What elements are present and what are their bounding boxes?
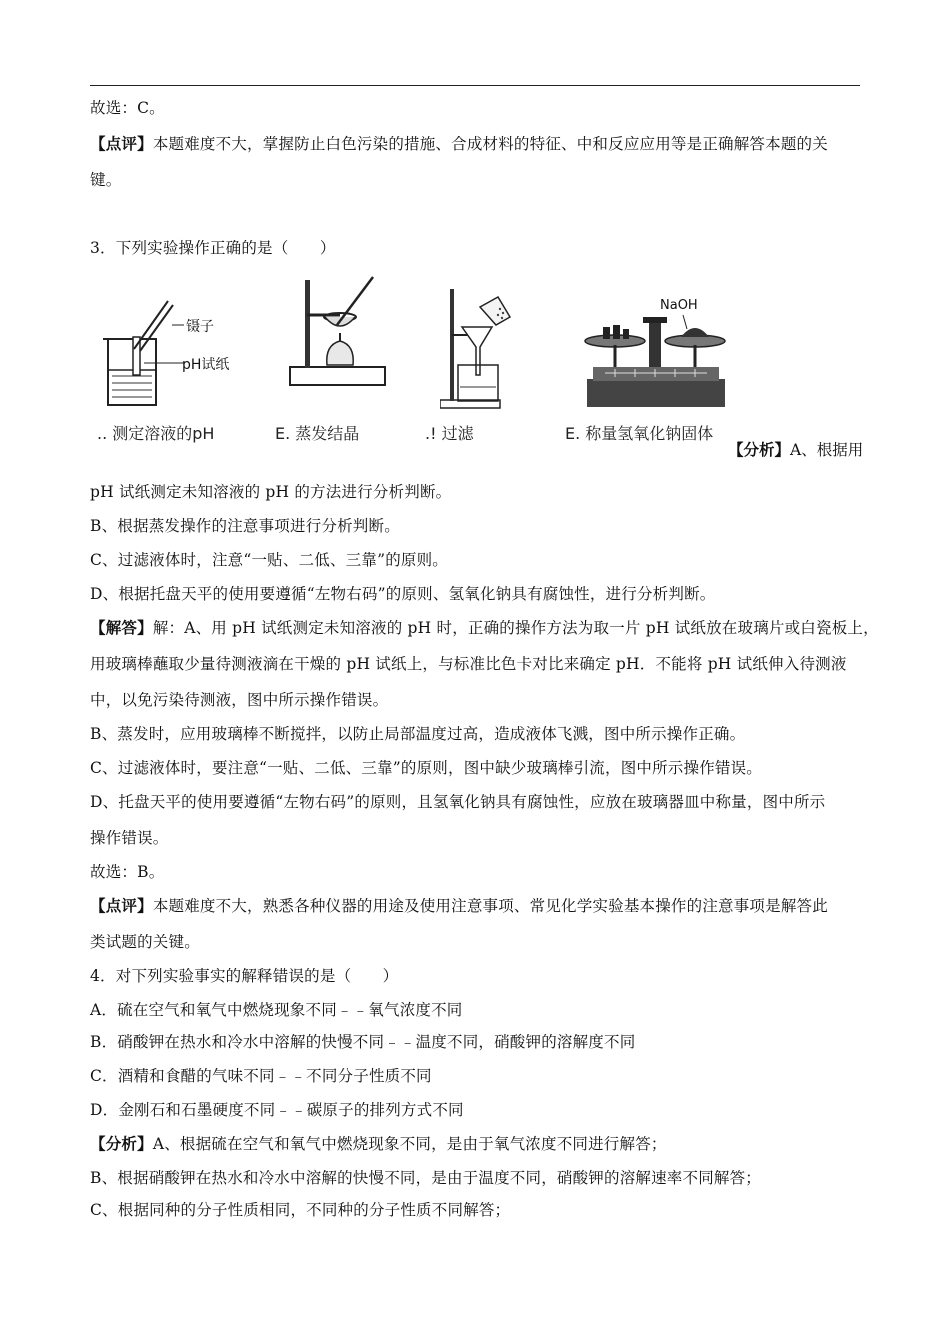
text-line: 类试题的关键。 [90, 933, 200, 951]
filtration-figure [440, 275, 550, 410]
experiment-figures [95, 275, 735, 447]
option-c: C．酒精和食醋的气味不同﹣﹣不同分子性质不同 [90, 1067, 432, 1085]
figure-caption-c: .! 过滤 [425, 424, 474, 443]
text-line: pH 试纸测定未知溶液的 pH 的方法进行分析判断。 [90, 483, 452, 501]
text-line: 【点评】本题难度不大，熟悉各种仪器的用途及使用注意事项、常见化学实验基本操作的注意事项是解答此 [90, 896, 828, 915]
text-line: 用玻璃棒蘸取少量待测液滴在干燥的 pH 试纸上，与标准比色卡对比来确定 pH．不能将 pH 试纸伸入待测液 [90, 655, 847, 673]
tweezers-label: 镊子 [186, 319, 214, 335]
text-line: C、根据同种的分子性质相同，不同种的分子性质不同解答； [90, 1201, 511, 1219]
question-title: 4．对下列实验事实的解释错误的是（ ） [90, 967, 399, 985]
text-line: C、过滤液体时，要注意“一贴、二低、三靠”的原则，图中缺少玻璃棒引流，图中所示操作错误。 [90, 759, 763, 777]
text-line: 【分析】A、根据硫在空气和氧气中燃烧现象不同，是由于氧气浓度不同进行解答； [90, 1134, 667, 1153]
text-line: 故选：B。 [90, 863, 165, 881]
text-line: B、蒸发时，应用玻璃棒不断搅拌，以防止局部温度过高，造成液体飞溅，图中所示操作正确。 [90, 725, 746, 743]
figure-caption-a: .. 测定溶液的pH [97, 424, 215, 443]
text-line: 中，以免污染待测液，图中所示操作错误。 [90, 691, 389, 709]
header-rule [90, 85, 860, 86]
option-d: D．金刚石和石墨硬度不同﹣﹣碳原子的排列方式不同 [90, 1101, 464, 1119]
text-line: 【解答】解：A、用 pH 试纸测定未知溶液的 pH 时，正确的操作方法为取一片 pH 试纸放在玻璃片或白瓷板上， [90, 618, 879, 637]
balance-figure [575, 275, 740, 415]
option-a: A．硫在空气和氧气中燃烧现象不同﹣﹣氧气浓度不同 [90, 1001, 463, 1019]
text-line: 【点评】本题难度不大，掌握防止白色污染的措施、合成材料的特征、中和反应应用等是正确解答本题的关 [90, 134, 828, 153]
text-line: B、根据蒸发操作的注意事项进行分析判断。 [90, 517, 400, 535]
text-line: D、根据托盘天平的使用要遵循“左物右码”的原则、氢氧化钠具有腐蚀性，进行分析判断。 [90, 585, 716, 603]
ph-paper-label: pH试纸 [182, 357, 230, 373]
text-line: B、根据硝酸钾在热水和冷水中溶解的快慢不同，是由于温度不同，硝酸钾的溶解速率不同解答； [90, 1169, 761, 1187]
question-title: 3．下列实验操作正确的是（ ） [90, 239, 336, 257]
text-line: D、托盘天平的使用要遵循“左物右码”的原则，且氢氧化钠具有腐蚀性，应放在玻璃器皿中称量，图中所示 [90, 793, 826, 811]
text-line: 操作错误。 [90, 829, 169, 847]
analysis-tag: 【分析】A、根据用 [728, 440, 864, 459]
option-b: B．硝酸钾在热水和冷水中溶解的快慢不同﹣﹣温度不同，硝酸钾的溶解度不同 [90, 1033, 636, 1051]
figure-caption-b: E. 蒸发结晶 [275, 424, 360, 443]
ph-test-figure [100, 275, 240, 415]
text-line: C、过滤液体时，注意“一贴、二低、三靠”的原则。 [90, 551, 449, 569]
text-line: 故选：C。 [90, 99, 165, 117]
evaporation-figure [285, 275, 395, 390]
naoh-label: NaOH [660, 298, 698, 313]
text-line: 键。 [90, 171, 122, 189]
figure-caption-d: E. 称量氢氧化钠固体 [565, 424, 714, 443]
